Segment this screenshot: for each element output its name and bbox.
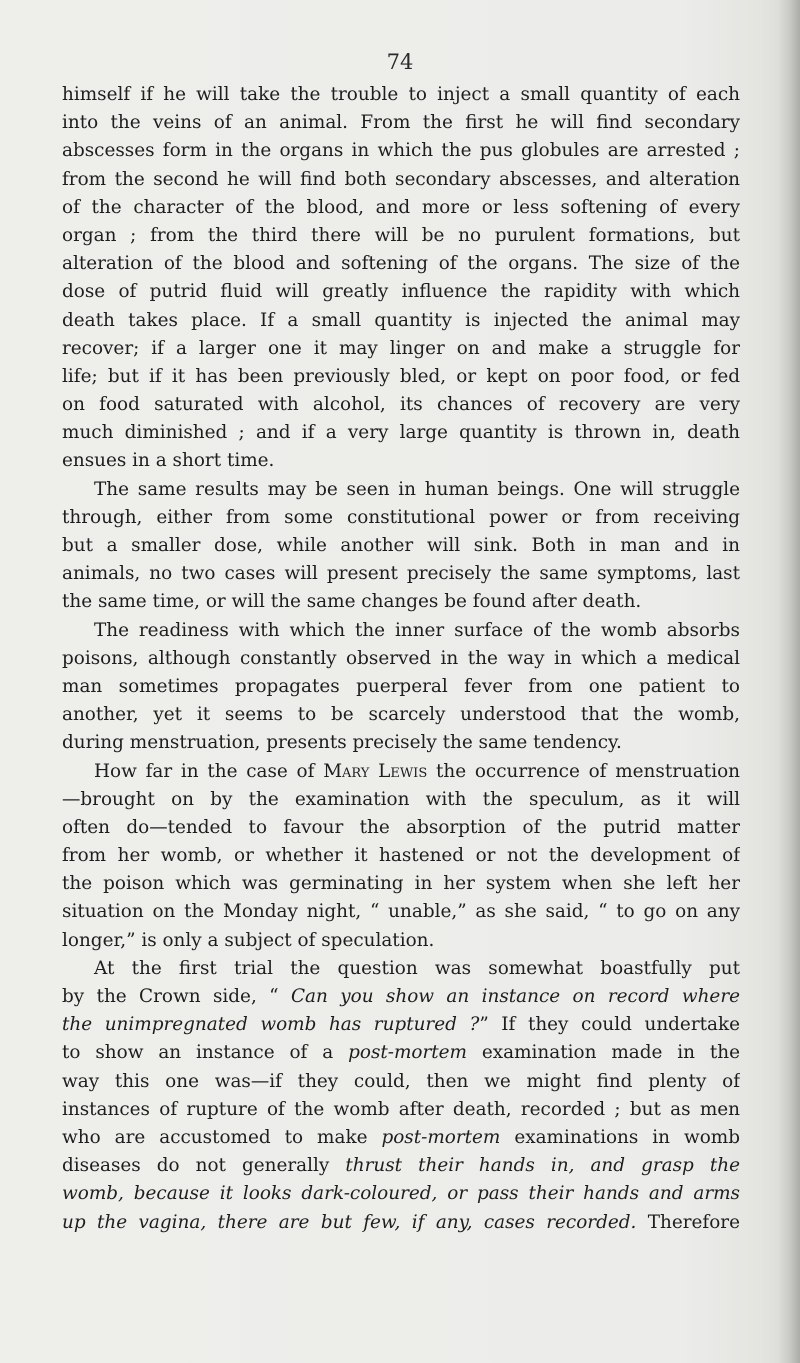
italic-text: post-mortem (348, 1042, 467, 1064)
text-line (62, 1180, 740, 1208)
text-run: recover; if a larger one it may linger on and make a struggle for (62, 337, 740, 359)
text-line (62, 786, 740, 814)
text-run: into the veins of an animal. From the first he will find secondary (62, 112, 740, 134)
text-run: to show an instance of a (62, 1042, 349, 1064)
text-line (62, 842, 740, 870)
text-line (62, 758, 740, 786)
text-run: the occurrence of menstruation (427, 760, 740, 782)
text-run: poisons, although constantly observed in the way in which a medical (62, 647, 740, 669)
text-run: way this one was—if they could, then we might find plenty of (62, 1070, 740, 1092)
text-line (62, 729, 740, 757)
text-run: of the character of the blood, and more or less softening of every (62, 196, 740, 218)
text-run: the poison which was germinating in her system when she left her (62, 873, 740, 895)
text-line (62, 1096, 740, 1124)
text-run: ensues in a short time. (62, 450, 275, 472)
page-edge-shadow (778, 0, 800, 1363)
text-line (62, 419, 740, 447)
text-line (62, 1209, 740, 1237)
small-caps-name: Mary Lewis (323, 760, 428, 782)
text-run: abscesses form in the organs in which the pus globules are arrested ; (62, 140, 740, 162)
text-run: —brought on by the examination with the speculum, as it will (62, 788, 740, 810)
text-run: longer,” is only a subject of speculation. (62, 929, 435, 951)
text-run: alteration of the blood and softening of the organs. The size of the (62, 253, 740, 275)
text-line (62, 814, 740, 842)
text-run: organ ; from the third there will be no purulent formations, but (62, 224, 740, 246)
text-line (62, 278, 740, 306)
text-line (62, 476, 740, 504)
italic-text: post-mortem (381, 1126, 501, 1148)
text-line (62, 927, 740, 955)
body-text (62, 81, 740, 1237)
text-run: animals, no two cases will present precisely the same symptoms, last (62, 563, 740, 585)
italic-text: thrust their hands in, and grasp the (345, 1155, 740, 1177)
text-run: life; but if it has been previously bled, or kept on poor food, or fed (62, 365, 740, 387)
text-line (62, 701, 740, 729)
text-line (62, 81, 740, 109)
text-line (62, 588, 740, 616)
text-line (62, 617, 740, 645)
text-run: but a smaller dose, while another will sink. Both in man and in (62, 535, 740, 556)
text-line (62, 166, 740, 194)
text-line (62, 1011, 740, 1039)
text-line (62, 363, 740, 391)
text-run: dose of putrid fluid will greatly influence the rapidity with which (62, 281, 740, 303)
text-run: another, yet it seems to be scarcely understood that the womb, (62, 704, 740, 726)
text-line (62, 137, 740, 165)
italic-text: the unimpregnated womb has ruptured ? (62, 1014, 480, 1036)
text-run: instances of rupture of the womb after death, recorded ; but as men (62, 1098, 740, 1120)
text-run: At the first trial the question was somewhat boastfully put (94, 957, 740, 979)
text-line (62, 447, 740, 475)
text-run: who are accustomed to make (62, 1126, 382, 1148)
text-line (62, 898, 740, 926)
text-run: himself if he will take the trouble to inject a small quantity of each (62, 84, 740, 105)
text-run: examination made in the (467, 1042, 740, 1064)
text-run: during menstruation, presents precisely the same tendency. (62, 732, 622, 754)
text-line (62, 673, 740, 701)
text-line (62, 222, 740, 250)
text-line (62, 307, 740, 335)
text-run: death takes place. If a small quantity is injected the animal may (62, 309, 740, 331)
text-run: man sometimes propagates puerperal fever from one patient to (62, 675, 740, 697)
text-run: ” If they could undertake (479, 1014, 740, 1036)
page-number: 74 (386, 50, 414, 74)
text-run: Therefore (636, 1211, 740, 1233)
text-run: diseases do not generally (62, 1155, 346, 1177)
text-line (62, 109, 740, 137)
text-run: much diminished ; and if a very large quantity is thrown in, death (62, 422, 740, 444)
italic-text: up the vagina, there are but few, if any, cases recorded. (62, 1211, 637, 1233)
italic-text: womb, because it looks dark-coloured, or pass their hands and arms (62, 1183, 740, 1205)
text-run: often do—tended to favour the absorption of the putrid matter (62, 816, 740, 838)
text-line (62, 1039, 740, 1067)
text-line (62, 560, 740, 588)
text-run: on food saturated with alcohol, its chances of recovery are very (62, 394, 740, 416)
text-line (62, 983, 740, 1011)
text-run: The readiness with which the inner surface of the womb absorbs (94, 619, 740, 641)
text-line (62, 645, 740, 673)
text-line (62, 504, 740, 532)
text-line (62, 532, 740, 560)
text-run: by the Crown side, “ (62, 986, 291, 1007)
text-run: from her womb, or whether it hastened or not the development of (62, 845, 740, 867)
text-line (62, 1068, 740, 1096)
text-line (62, 870, 740, 898)
text-line (62, 955, 740, 983)
italic-text: Can you show an instance on record where (290, 986, 740, 1007)
text-run: situation on the Monday night, “ unable,” as she said, “ to go on any (62, 901, 740, 923)
text-line (62, 194, 740, 222)
text-line (62, 1124, 740, 1152)
text-line (62, 250, 740, 278)
text-line (62, 335, 740, 363)
text-line (62, 1152, 740, 1180)
text-line (62, 391, 740, 419)
text-run: The same results may be seen in human beings. One will struggle (94, 478, 740, 500)
text-run: from the second he will find both secondary abscesses, and alteration (62, 168, 740, 190)
text-run: the same time, or will the same changes be found after death. (62, 591, 642, 613)
text-run: examinations in womb (500, 1126, 740, 1148)
text-run: How far in the case of (94, 760, 324, 782)
text-run: through, either from some constitutional power or from receiving (62, 506, 740, 528)
